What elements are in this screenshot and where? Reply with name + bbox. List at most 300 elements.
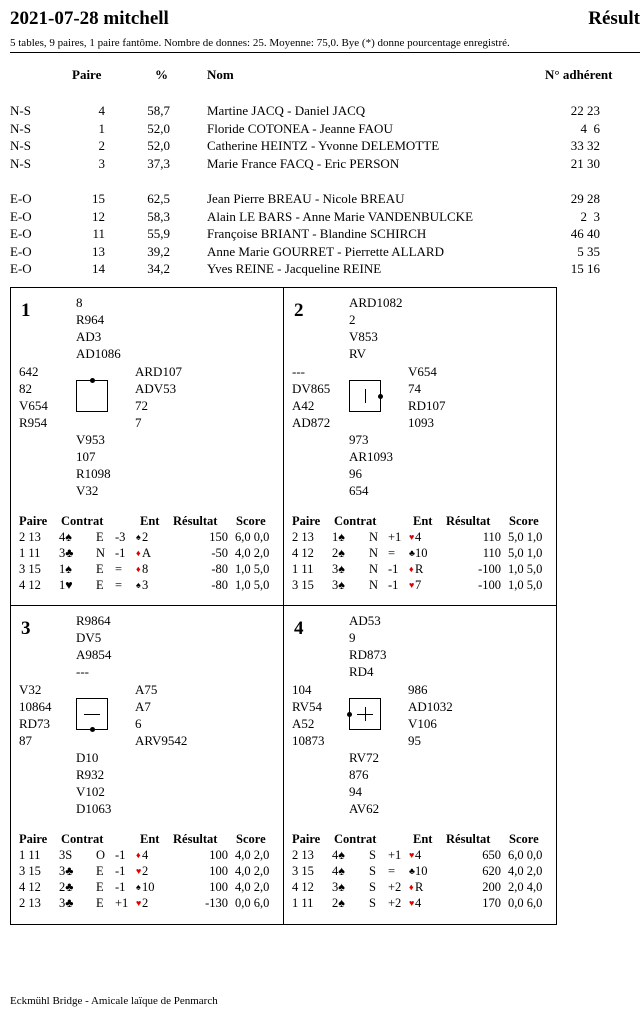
- header-divider: [10, 52, 640, 53]
- result-lead-card: 4: [142, 848, 149, 862]
- east-diamonds: RD107: [408, 398, 446, 413]
- east-spades: A75: [135, 682, 158, 697]
- south-hearts: AR1093: [349, 449, 394, 464]
- ranking-name: Yves REINE - Jacqueline REINE: [207, 261, 382, 276]
- ranking-name: Martine JACQ - Daniel JACQ: [207, 103, 366, 118]
- hand-east: [408, 363, 446, 431]
- results-header-contract: Contrat: [61, 514, 104, 528]
- results-header-contract: Contrat: [334, 832, 377, 846]
- result-result: 620: [482, 864, 501, 878]
- ranking-name: Floride COTONEA - Jeanne FAOU: [207, 120, 393, 136]
- east-diamonds: 72: [135, 398, 148, 413]
- dealer-vulnerability-box: [349, 698, 381, 730]
- east-hearts: 74: [408, 381, 421, 396]
- result-decl: N: [369, 530, 379, 544]
- results-header-result: Résultat: [446, 514, 491, 528]
- ranking-pct: 55,9: [147, 226, 170, 241]
- result-decl: S: [369, 880, 376, 894]
- vulnerable-eo-mark: [357, 714, 373, 715]
- result-row: [284, 578, 556, 594]
- result-tricks: -1: [388, 562, 399, 576]
- west-clubs: 10873: [292, 733, 325, 748]
- result-lead-card: R: [415, 562, 424, 576]
- ranking-pair: 11: [92, 226, 105, 241]
- north-diamonds: RD873: [349, 647, 387, 662]
- result-lead-suit: ♥: [409, 532, 415, 542]
- footer: Eckmühl Bridge - Amicale laïque de Penmarch: [10, 995, 218, 1007]
- result-tricks: -1: [115, 880, 126, 894]
- result-lead-card: 2: [142, 530, 149, 544]
- result-score: 5,0 1,0: [508, 546, 543, 560]
- result-lead-card: 10: [142, 880, 155, 894]
- page-title: 2021-07-28 mitchell: [10, 8, 169, 29]
- result-pair: 3 15: [19, 864, 41, 878]
- result-row: [284, 896, 556, 912]
- col-header-member: N° adhérent: [545, 67, 613, 82]
- result-tricks: -1: [115, 848, 126, 862]
- result-row: [11, 546, 283, 562]
- ranking-dir: E-O: [10, 261, 32, 276]
- result-result: -130: [205, 896, 228, 910]
- result-contract: 3S: [59, 848, 73, 862]
- result-lead-suit: ♦: [136, 548, 141, 558]
- results-header-row: [11, 832, 283, 848]
- result-result: 200: [482, 880, 501, 894]
- hand-south: [76, 431, 111, 499]
- hand-south: [349, 749, 379, 817]
- result-result: 650: [482, 848, 501, 862]
- results-header-score: Score: [509, 832, 539, 846]
- south-hearts: 876: [349, 767, 369, 782]
- ranking-pair: 3: [98, 155, 105, 171]
- result-lead-card: 2: [142, 896, 149, 910]
- result-contract: 2♠: [332, 546, 345, 560]
- result-contract: 3♣: [59, 864, 74, 878]
- south-clubs: D1063: [76, 801, 112, 816]
- results-header-contract: Contrat: [61, 832, 104, 846]
- south-diamonds: V102: [76, 784, 105, 799]
- board-1: [11, 288, 283, 605]
- result-result: 100: [209, 864, 228, 878]
- east-clubs: 95: [408, 733, 421, 748]
- east-clubs: 1093: [408, 415, 434, 430]
- result-decl: E: [96, 896, 104, 910]
- result-contract: 3♣: [59, 546, 74, 560]
- result-score: 1,0 5,0: [508, 562, 543, 576]
- col-header-name: Nom: [207, 67, 234, 82]
- result-row: [284, 562, 556, 578]
- result-contract: 3♣: [59, 896, 74, 910]
- result-result: 110: [482, 546, 501, 560]
- south-spades: 973: [349, 432, 369, 447]
- result-score: 4,0 2,0: [235, 848, 270, 862]
- north-clubs: AD1086: [76, 346, 121, 361]
- result-decl: E: [96, 880, 104, 894]
- result-decl: E: [96, 562, 104, 576]
- results-header-pair: Paire: [292, 832, 321, 846]
- ranking-member: 5 35: [577, 243, 600, 259]
- west-spades: 642: [19, 364, 39, 379]
- result-tricks: =: [388, 864, 396, 878]
- east-diamonds: V106: [408, 716, 437, 731]
- north-clubs: RV: [349, 346, 367, 361]
- result-lead-suit: ♥: [136, 866, 142, 876]
- south-spades: RV72: [349, 750, 380, 765]
- result-result: 150: [209, 530, 228, 544]
- result-contract: 2♣: [59, 880, 74, 894]
- west-hearts: DV865: [292, 381, 331, 396]
- result-score: 4,0 2,0: [235, 880, 270, 894]
- ranking-member: 2 3: [580, 208, 600, 224]
- result-score: 5,0 1,0: [508, 530, 543, 544]
- result-lead-card: R: [415, 880, 424, 894]
- ranking-pct: 58,7: [147, 103, 170, 118]
- ranking-pair: 13: [92, 243, 105, 259]
- north-diamonds: AD3: [76, 329, 102, 344]
- dealer-vulnerability-box: [349, 380, 381, 412]
- result-score: 6,0 0,0: [235, 530, 270, 544]
- boards-grid: [10, 287, 557, 925]
- result-result: -100: [478, 578, 501, 592]
- result-lead-suit: ♥: [136, 898, 142, 908]
- result-lead-suit: ♠: [136, 882, 141, 892]
- east-hearts: AD1032: [408, 699, 453, 714]
- ranking-pct: 34,2: [147, 261, 170, 276]
- vulnerable-ns-mark: [365, 389, 366, 403]
- result-pair: 2 13: [19, 896, 41, 910]
- ranking-pair: 15: [92, 191, 105, 206]
- result-row: [284, 546, 556, 562]
- result-pair: 3 15: [292, 864, 314, 878]
- ranking-dir: N-S: [10, 155, 31, 171]
- result-tricks: -1: [115, 546, 126, 560]
- result-decl: E: [96, 530, 104, 544]
- ranking-dir: E-O: [10, 226, 32, 241]
- result-decl: E: [96, 578, 104, 592]
- vulnerable-eo-mark: [84, 714, 100, 715]
- dealer-dot: [90, 727, 95, 732]
- result-result: 100: [209, 848, 228, 862]
- north-hearts: DV5: [76, 630, 102, 645]
- result-row: [284, 848, 556, 864]
- results-title: Résult: [588, 8, 640, 29]
- results-header-lead: Ent: [140, 832, 160, 846]
- result-pair: 1 11: [292, 896, 314, 910]
- result-score: 1,0 5,0: [235, 578, 270, 592]
- result-result: -80: [211, 562, 228, 576]
- dealer-vulnerability-box: [76, 380, 108, 412]
- hand-north: [349, 612, 387, 680]
- ranking-name: Anne Marie GOURRET - Pierrette ALLARD: [207, 243, 444, 259]
- ranking-pct: 58,3: [147, 208, 170, 224]
- hand-south: [349, 431, 393, 499]
- south-diamonds: 96: [349, 466, 362, 481]
- result-row: [11, 848, 283, 864]
- results-header-result: Résultat: [173, 514, 218, 528]
- results-header-pair: Paire: [292, 514, 321, 528]
- result-decl: O: [96, 848, 106, 862]
- result-result: -100: [478, 562, 501, 576]
- hand-west: [19, 681, 52, 749]
- west-clubs: 87: [19, 733, 32, 748]
- result-result: -80: [211, 578, 228, 592]
- result-decl: N: [96, 546, 106, 560]
- result-tricks: +1: [388, 530, 402, 544]
- col-header-pair: Paire: [72, 67, 102, 82]
- result-decl: E: [96, 864, 104, 878]
- result-result: 100: [209, 880, 228, 894]
- dealer-dot: [378, 394, 383, 399]
- result-pair: 3 15: [19, 562, 41, 576]
- west-diamonds: A42: [292, 398, 315, 413]
- results-header-pair: Paire: [19, 514, 48, 528]
- north-diamonds: V853: [349, 329, 378, 344]
- result-row: [11, 896, 283, 912]
- ranking-member: 15 16: [570, 261, 600, 276]
- result-score: 4,0 2,0: [235, 864, 270, 878]
- hand-north: [349, 294, 402, 362]
- result-row: [11, 864, 283, 880]
- hand-west: [292, 681, 325, 749]
- result-contract: 4♠: [332, 848, 345, 862]
- results-table: [11, 832, 283, 912]
- hand-west: [292, 363, 330, 431]
- result-pair: 4 12: [19, 880, 41, 894]
- east-clubs: 7: [135, 415, 142, 430]
- result-contract: 1♥: [59, 578, 73, 592]
- result-score: 4,0 2,0: [508, 864, 543, 878]
- result-score: 0,0 6,0: [508, 896, 543, 910]
- south-clubs: 654: [349, 483, 369, 498]
- result-contract: 1♠: [59, 562, 72, 576]
- west-diamonds: A52: [292, 716, 315, 731]
- results-header-result: Résultat: [446, 832, 491, 846]
- ranking-dir: N-S: [10, 103, 31, 118]
- result-result: -50: [211, 546, 228, 560]
- result-lead-card: 4: [415, 896, 422, 910]
- north-spades: AD53: [349, 613, 381, 628]
- west-clubs: AD872: [292, 415, 331, 430]
- board-3: [11, 606, 283, 923]
- result-pair: 4 12: [292, 880, 314, 894]
- ranking-dir: N-S: [10, 120, 31, 136]
- result-score: 0,0 6,0: [235, 896, 270, 910]
- result-row: [284, 530, 556, 546]
- ranking-pair: 14: [92, 261, 105, 276]
- hand-east: [135, 681, 187, 749]
- result-lead-suit: ♦: [409, 882, 414, 892]
- result-contract: 4♠: [59, 530, 72, 544]
- result-result: 110: [482, 530, 501, 544]
- results-table: [284, 514, 556, 594]
- result-lead-suit: ♦: [136, 564, 141, 574]
- west-diamonds: RD73: [19, 716, 51, 731]
- results-header-lead: Ent: [413, 514, 433, 528]
- north-spades: ARD1082: [349, 295, 403, 310]
- ranking-pct: 39,2: [147, 243, 170, 259]
- result-tricks: =: [388, 546, 396, 560]
- results-header-contract: Contrat: [334, 514, 377, 528]
- result-result: 170: [482, 896, 501, 910]
- results-header-lead: Ent: [413, 832, 433, 846]
- ranking-dir: E-O: [10, 243, 32, 259]
- ranking-name: Catherine HEINTZ - Yvonne DELEMOTTE: [207, 138, 440, 153]
- north-spades: R9864: [76, 613, 111, 628]
- ranking-member: 33 32: [570, 138, 600, 153]
- ranking-member: 29 28: [570, 191, 600, 206]
- result-row: [11, 530, 283, 546]
- result-tricks: =: [115, 562, 123, 576]
- result-decl: N: [369, 562, 379, 576]
- result-lead-suit: ♦: [136, 850, 141, 860]
- east-spades: ARD107: [135, 364, 182, 379]
- result-pair: 2 13: [292, 848, 314, 862]
- results-header-score: Score: [509, 514, 539, 528]
- results-table: [284, 832, 556, 912]
- south-hearts: 107: [76, 449, 96, 464]
- east-spades: V654: [408, 364, 437, 379]
- north-spades: 8: [76, 295, 83, 310]
- ranking-pair: 12: [92, 208, 105, 224]
- west-spades: V32: [19, 682, 42, 697]
- ranking-pct: 37,3: [147, 155, 170, 171]
- east-clubs: ARV9542: [135, 733, 188, 748]
- result-row: [11, 578, 283, 594]
- north-clubs: ---: [76, 664, 89, 679]
- west-diamonds: V654: [19, 398, 48, 413]
- ranking-name: Françoise BRIANT - Blandine SCHIRCH: [207, 226, 427, 241]
- result-tricks: +1: [115, 896, 129, 910]
- hand-north: [76, 612, 111, 680]
- board-number: 3: [21, 618, 31, 639]
- east-diamonds: 6: [135, 716, 142, 731]
- result-pair: 1 11: [19, 848, 41, 862]
- result-lead-card: A: [142, 546, 152, 560]
- hand-west: [19, 363, 48, 431]
- result-lead-card: 4: [415, 848, 422, 862]
- ranking-pct: 52,0: [147, 138, 170, 153]
- result-decl: N: [369, 578, 379, 592]
- result-lead-suit: ♠: [136, 580, 141, 590]
- result-score: 4,0 2,0: [235, 546, 270, 560]
- result-tricks: -1: [115, 864, 126, 878]
- results-header-result: Résultat: [173, 832, 218, 846]
- result-tricks: =: [115, 578, 123, 592]
- south-diamonds: 94: [349, 784, 362, 799]
- result-score: 6,0 0,0: [508, 848, 543, 862]
- subtitle: 5 tables, 9 paires, 1 paire fantôme. Nombre de donnes: 25. Moyenne: 75,0. Bye (*) donne pourcentage enregistré.: [10, 37, 510, 49]
- result-lead-card: 7: [415, 578, 422, 592]
- hand-south: [76, 749, 111, 817]
- east-hearts: ADV53: [135, 381, 177, 396]
- ranking-pair: 2: [98, 138, 105, 153]
- north-diamonds: A9854: [76, 647, 112, 662]
- result-decl: S: [369, 864, 376, 878]
- east-spades: 986: [408, 682, 428, 697]
- result-tricks: +2: [388, 880, 402, 894]
- result-lead-suit: ♥: [409, 580, 415, 590]
- hand-east: [408, 681, 453, 749]
- result-lead-suit: ♣: [409, 548, 415, 558]
- result-lead-card: 8: [142, 562, 149, 576]
- board-4: [284, 606, 556, 923]
- west-hearts: 82: [19, 381, 32, 396]
- result-decl: S: [369, 896, 376, 910]
- result-lead-suit: ♣: [409, 866, 415, 876]
- result-score: 1,0 5,0: [508, 578, 543, 592]
- north-hearts: R964: [76, 312, 105, 327]
- result-lead-card: 2: [142, 864, 149, 878]
- board-number: 4: [294, 618, 304, 639]
- result-row: [11, 562, 283, 578]
- result-contract: 3♠: [332, 880, 345, 894]
- ranking-member: 46 40: [570, 226, 600, 241]
- results-header-row: [284, 832, 556, 848]
- hand-north: [76, 294, 121, 362]
- west-clubs: R954: [19, 415, 48, 430]
- ranking-pair: 1: [98, 120, 105, 136]
- dealer-dot: [90, 378, 95, 383]
- result-row: [11, 880, 283, 896]
- south-diamonds: R1098: [76, 466, 111, 481]
- west-spades: ---: [292, 364, 305, 379]
- result-pair: 2 13: [19, 530, 41, 544]
- result-lead-suit: ♦: [409, 564, 414, 574]
- south-clubs: V32: [76, 483, 99, 498]
- result-contract: 2♠: [332, 896, 345, 910]
- result-lead-card: 10: [415, 546, 428, 560]
- result-tricks: -1: [388, 578, 399, 592]
- result-contract: 1♠: [332, 530, 345, 544]
- result-pair: 4 12: [292, 546, 314, 560]
- results-header-row: [11, 514, 283, 530]
- result-decl: S: [369, 848, 376, 862]
- result-lead-suit: ♠: [136, 532, 141, 542]
- results-header-lead: Ent: [140, 514, 160, 528]
- ranking-pct: 62,5: [147, 191, 170, 206]
- result-contract: 4♠: [332, 864, 345, 878]
- result-row: [284, 880, 556, 896]
- north-clubs: RD4: [349, 664, 374, 679]
- south-hearts: R932: [76, 767, 105, 782]
- result-contract: 3♠: [332, 562, 345, 576]
- result-pair: 1 11: [292, 562, 314, 576]
- result-pair: 3 15: [292, 578, 314, 592]
- result-lead-suit: ♥: [409, 898, 415, 908]
- result-lead-suit: ♥: [409, 850, 415, 860]
- south-spades: V953: [76, 432, 105, 447]
- result-row: [284, 864, 556, 880]
- west-spades: 104: [292, 682, 312, 697]
- result-tricks: +2: [388, 896, 402, 910]
- results-header-row: [284, 514, 556, 530]
- dealer-vulnerability-box: [76, 698, 108, 730]
- east-hearts: A7: [135, 699, 151, 714]
- board-2: [284, 288, 556, 605]
- ranking-dir: E-O: [10, 191, 32, 206]
- ranking-member: 22 23: [570, 103, 600, 118]
- ranking-dir: E-O: [10, 208, 32, 224]
- result-lead-card: 4: [415, 530, 422, 544]
- west-hearts: 10864: [19, 699, 52, 714]
- south-clubs: AV62: [349, 801, 380, 816]
- result-lead-card: 10: [415, 864, 428, 878]
- ranking-member: 21 30: [570, 155, 600, 171]
- results-table: [11, 514, 283, 594]
- result-tricks: -3: [115, 530, 126, 544]
- result-pair: 2 13: [292, 530, 314, 544]
- result-tricks: +1: [388, 848, 402, 862]
